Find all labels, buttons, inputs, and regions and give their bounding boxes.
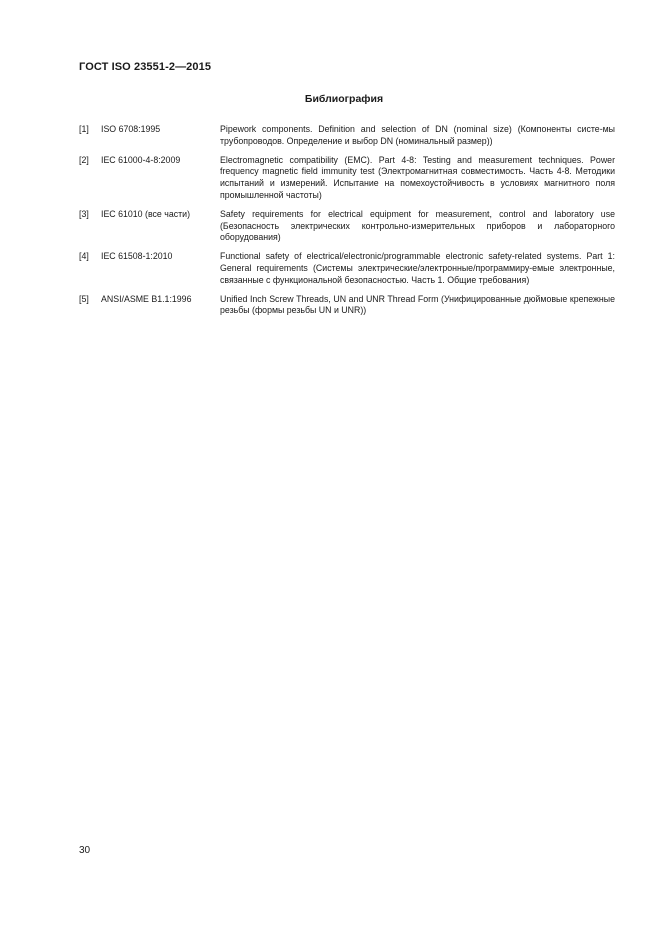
entry-description: Functional safety of electrical/electronic/programmable electronic safety-related systems. Part 1: General requirements (Системы электрические/электронные/программиру-емые электронные, связанные с функциональной безопасностью. Часть 1. Общие требования) bbox=[220, 251, 615, 285]
entry-number: [2] bbox=[79, 154, 89, 165]
entry-standard-code: IEC 61508-1:2010 bbox=[101, 251, 173, 262]
bibliography-title: Библиография bbox=[304, 93, 384, 105]
entry-description: Unified Inch Screw Threads, UN and UNR Thread Form (Унифицированные дюймовые крепежные резьбы (формы резьбы UN и UNR)) bbox=[220, 293, 615, 316]
entry-description: Safety requirements for electrical equipment for measurement, control and laboratory use (Безопасность электрических контрольно-измерительных приборов и лабораторного оборудования) bbox=[220, 208, 615, 243]
entry-number: [3] bbox=[79, 208, 89, 219]
bibliography-entry bbox=[79, 155, 615, 202]
bibliography-entry bbox=[79, 124, 615, 148]
bibliography-list bbox=[79, 124, 615, 324]
page-number: 30 bbox=[79, 845, 91, 856]
entry-number: [5] bbox=[79, 293, 89, 304]
entry-standard-code: ANSI/ASME B1.1:1996 bbox=[101, 293, 192, 304]
entry-description: Pipework components. Definition and selection of DN (nominal size) (Компоненты систе-мы трубопроводов. Определение и выбор DN (номинальный размер)) bbox=[220, 124, 615, 146]
entry-description: Electromagnetic compatibility (EMC). Part 4-8: Testing and measurement techniques. Power frequency magnetic field immunity test (Электромагнитная совместимость. Часть 4-8. Методики испытаний и измерений. Испытание на помехоустойчивость в условиях магнитного поля промышленной частоты) bbox=[220, 154, 615, 200]
document-header: ГОСТ ISO 23551-2—2015 bbox=[79, 61, 212, 73]
entry-standard-code: IEC 61010 (все части) bbox=[101, 208, 190, 219]
entry-number: [1] bbox=[79, 124, 89, 134]
bibliography-entry bbox=[79, 209, 615, 244]
entry-number: [4] bbox=[79, 251, 89, 262]
entry-standard-code: IEC 61000-4-8:2009 bbox=[101, 154, 181, 165]
bibliography-entry bbox=[79, 294, 615, 318]
entry-standard-code: ISO 6708:1995 bbox=[101, 124, 161, 134]
bibliography-entry bbox=[79, 251, 615, 286]
